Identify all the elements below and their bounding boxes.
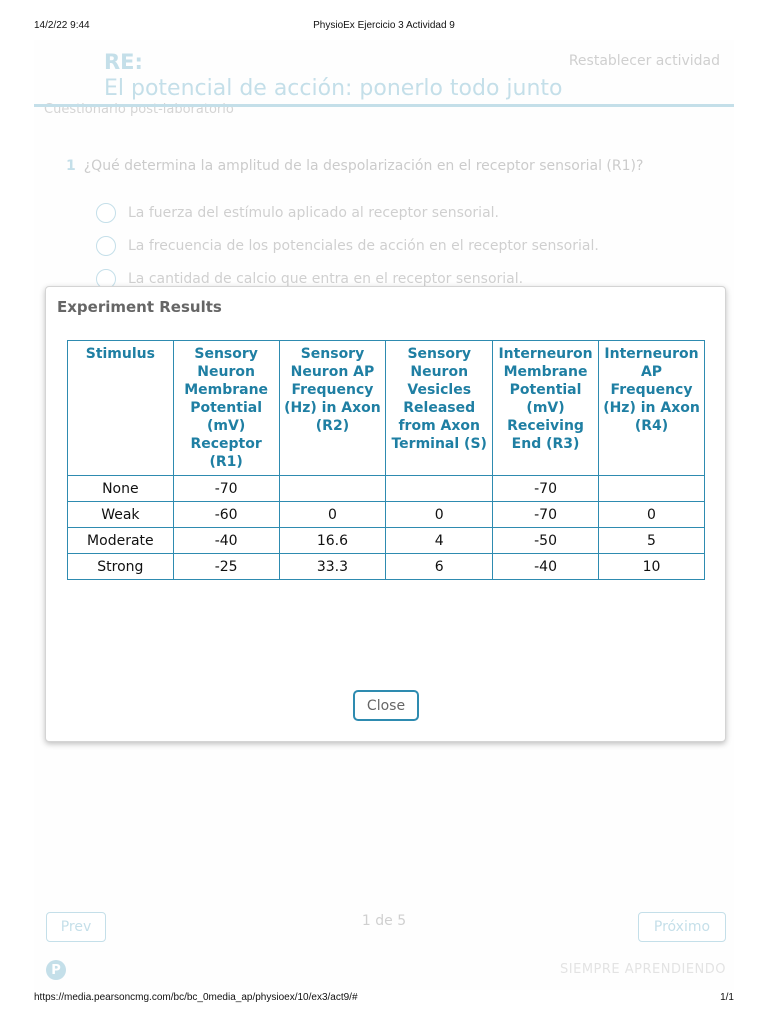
table-cell: -70 xyxy=(173,476,279,502)
table-cell: None xyxy=(68,476,174,502)
table-row xyxy=(68,554,705,580)
table-cell: 0 xyxy=(599,502,705,528)
table-cell xyxy=(599,476,705,502)
print-url: https://media.pearsoncmg.com/bc/bc_0media_ap/physioex/10/ex3/act9/# xyxy=(34,992,358,1003)
table-cell: Weak xyxy=(68,502,174,528)
column-header: Stimulus xyxy=(68,341,174,476)
table-header-row xyxy=(68,341,705,476)
print-header xyxy=(0,0,768,34)
close-button[interactable]: Close xyxy=(353,690,419,721)
table-row xyxy=(68,502,705,528)
table-cell: 4 xyxy=(386,528,493,554)
table-cell: -70 xyxy=(493,502,599,528)
table-cell: Moderate xyxy=(68,528,174,554)
table-cell xyxy=(386,476,493,502)
column-header: Sensory Neuron AP Frequency (Hz) in Axon (R2) xyxy=(279,341,386,476)
table-cell: Strong xyxy=(68,554,174,580)
print-title: PhysioEx Ejercicio 3 Actividad 9 xyxy=(313,20,455,31)
table-cell: 0 xyxy=(279,502,386,528)
column-header: Sensory Neuron Membrane Potential (mV) Receptor (R1) xyxy=(173,341,279,476)
column-header: Interneuron Membrane Potential (mV) Receiving End (R3) xyxy=(493,341,599,476)
table-cell: 33.3 xyxy=(279,554,386,580)
table-cell: -40 xyxy=(173,528,279,554)
print-page-number: 1/1 xyxy=(720,992,734,1003)
table-row xyxy=(68,528,705,554)
table-cell: 16.6 xyxy=(279,528,386,554)
table-cell: -60 xyxy=(173,502,279,528)
table-cell: 5 xyxy=(599,528,705,554)
print-footer xyxy=(0,990,768,1024)
table-cell: -50 xyxy=(493,528,599,554)
column-header: Interneuron AP Frequency (Hz) in Axon (R4) xyxy=(599,341,705,476)
dialog-title: Experiment Results xyxy=(57,298,222,316)
results-table xyxy=(67,340,705,580)
table-cell: -25 xyxy=(173,554,279,580)
table-cell: 6 xyxy=(386,554,493,580)
table-row xyxy=(68,476,705,502)
table-cell: 10 xyxy=(599,554,705,580)
table-cell: -40 xyxy=(493,554,599,580)
table-cell xyxy=(279,476,386,502)
table-cell: -70 xyxy=(493,476,599,502)
print-date: 14/2/22 9:44 xyxy=(34,20,90,31)
experiment-results-dialog xyxy=(45,286,726,742)
column-header: Sensory Neuron Vesicles Released from Axon Terminal (S) xyxy=(386,341,493,476)
table-cell: 0 xyxy=(386,502,493,528)
